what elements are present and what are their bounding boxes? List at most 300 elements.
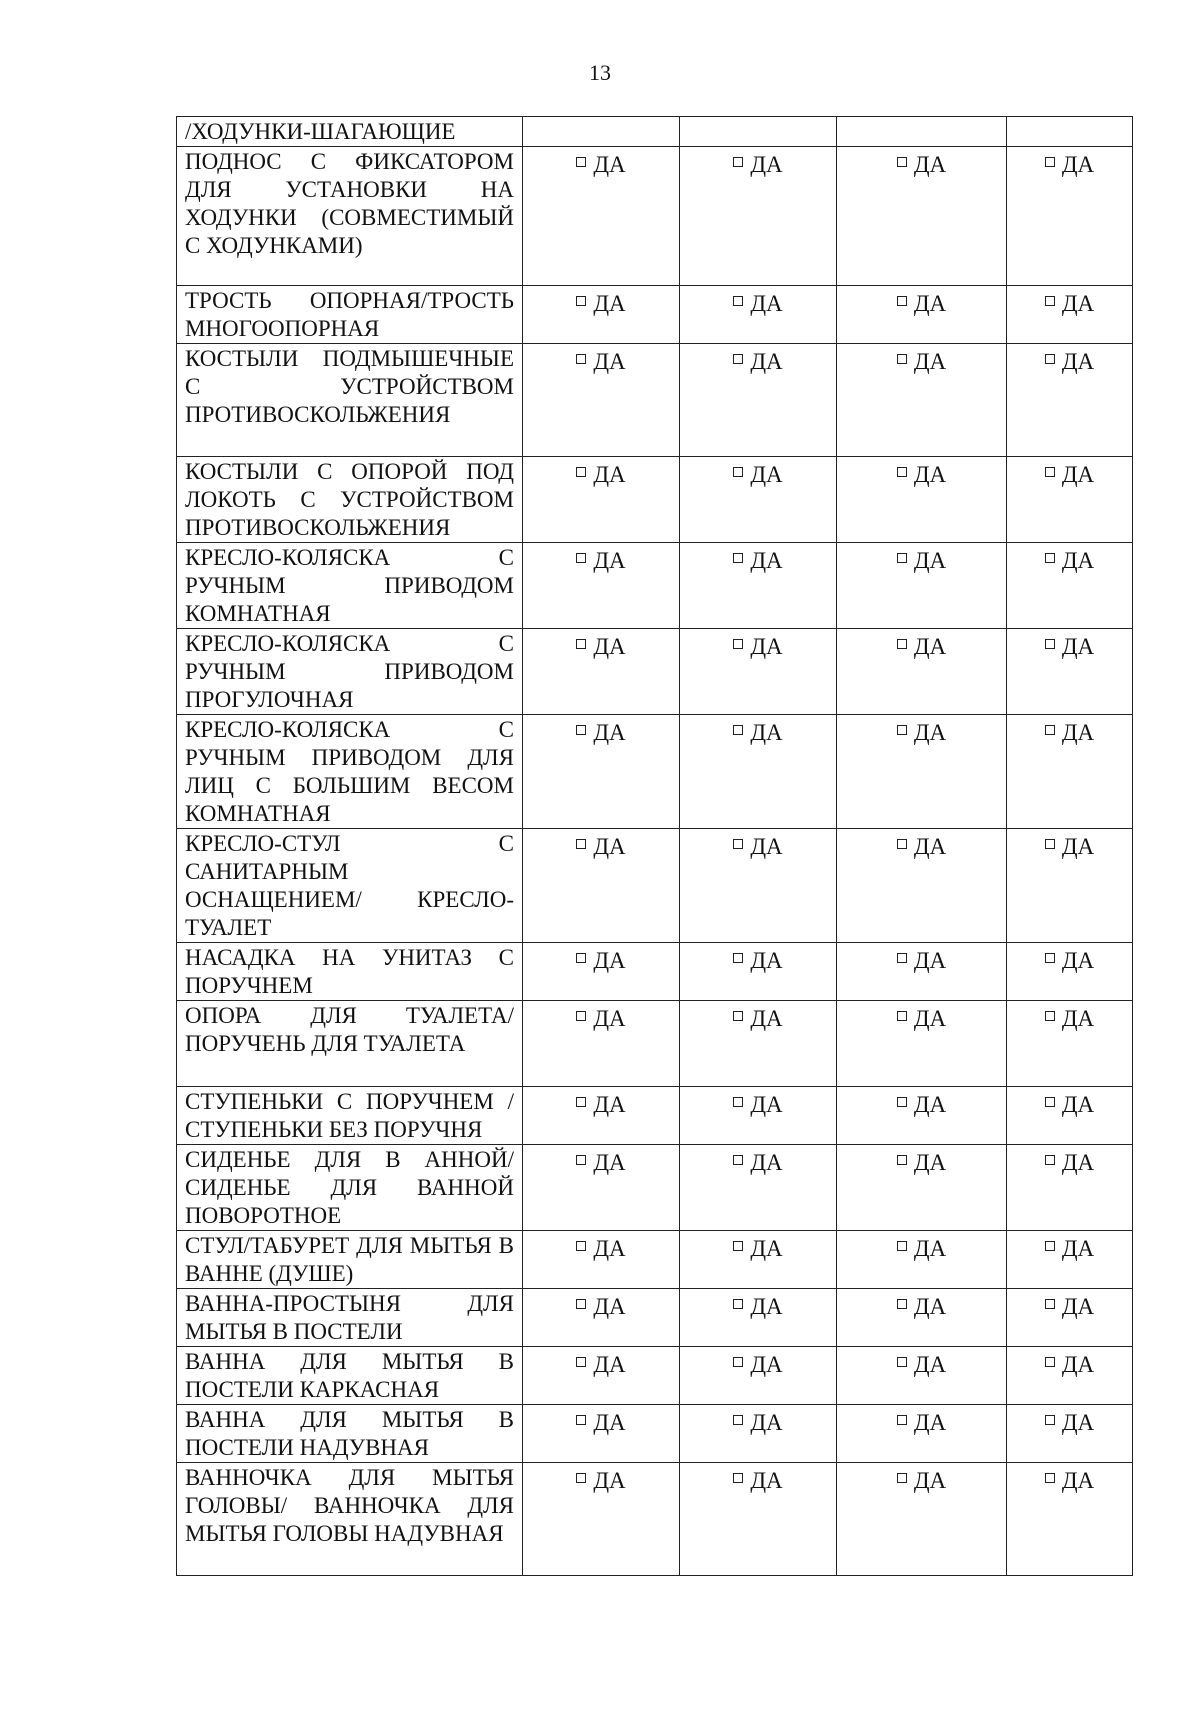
yes-option[interactable]: [837, 290, 1006, 318]
table-body: [177, 117, 1133, 1576]
yes-label: ДА: [1061, 1410, 1095, 1435]
checkbox-icon[interactable]: [576, 157, 586, 167]
checkbox-icon[interactable]: [576, 553, 586, 563]
yes-label: ДА: [750, 349, 783, 374]
item-name: КОСТЫЛИ ПОДМЫШЕЧНЫЕ С УСТРОЙСТВОМ ПРОТИВОСКОЛЬЖЕНИЯ: [185, 346, 514, 427]
table-row: [177, 543, 1133, 629]
item-name: КРЕСЛО-КОЛЯСКА С РУЧНЫМ ПРИВОДОМ ДЛЯ ЛИЦ С БОЛЬШИМ ВЕСОМ КОМНАТНАЯ: [185, 717, 514, 826]
table-row: [177, 1145, 1133, 1231]
checkbox-icon[interactable]: [1045, 157, 1055, 167]
option-cell: [837, 943, 1007, 1001]
checkbox-icon[interactable]: [733, 1299, 743, 1309]
yes-option[interactable]: [1007, 461, 1132, 489]
option-cell: [680, 629, 837, 715]
yes-label: ДА: [913, 462, 947, 487]
yes-option[interactable]: [680, 290, 836, 318]
checkbox-icon[interactable]: [733, 725, 743, 735]
item-name: ВАННА ДЛЯ МЫТЬЯ В ПОСТЕЛИ НАДУВНАЯ: [185, 1407, 514, 1460]
yes-label: ДА: [750, 720, 783, 745]
yes-label: ДА: [913, 1294, 947, 1319]
option-cell: [523, 1001, 680, 1087]
yes-label: ДА: [750, 1410, 783, 1435]
checkbox-icon[interactable]: [897, 1299, 907, 1309]
yes-label: ДА: [1061, 462, 1095, 487]
option-cell: [837, 1087, 1007, 1145]
option-cell: [837, 829, 1007, 943]
checkbox-icon[interactable]: [733, 639, 743, 649]
yes-label: ДА: [593, 720, 626, 745]
yes-label: ДА: [913, 1468, 947, 1493]
option-cell: [837, 147, 1007, 286]
yes-option[interactable]: [680, 1409, 836, 1437]
page-number: 13: [589, 60, 611, 85]
yes-label: ДА: [750, 1006, 783, 1031]
item-name: СИДЕНЬЕ ДЛЯ В АННОЙ/СИДЕНЬЕ ДЛЯ ВАННОЙ ПОВОРОТНОЕ: [185, 1147, 514, 1228]
yes-option[interactable]: [523, 833, 679, 861]
item-name-cell: [177, 715, 523, 829]
option-cell: [837, 1001, 1007, 1087]
checkbox-icon[interactable]: [1045, 839, 1055, 849]
option-cell: [523, 715, 680, 829]
yes-option[interactable]: [1007, 1091, 1132, 1119]
checkbox-icon[interactable]: [897, 1357, 907, 1367]
item-name: СТУПЕНЬКИ С ПОРУЧНЕМ /СТУПЕНЬКИ БЕЗ ПОРУЧНЯ: [185, 1089, 514, 1142]
checkbox-icon[interactable]: [576, 354, 586, 364]
yes-label: ДА: [750, 634, 783, 659]
item-name: ВАННА-ПРОСТЫНЯ ДЛЯ МЫТЬЯ В ПОСТЕЛИ: [185, 1291, 514, 1344]
option-cell: [680, 344, 837, 457]
option-cell: [1007, 715, 1133, 829]
item-name: КОСТЫЛИ С ОПОРОЙ ПОД ЛОКОТЬ С УСТРОЙСТВОМ ПРОТИВОСКОЛЬЖЕНИЯ: [185, 459, 514, 540]
checkbox-icon[interactable]: [897, 467, 907, 477]
yes-option[interactable]: [1007, 1235, 1132, 1263]
yes-label: ДА: [593, 634, 626, 659]
checkbox-icon[interactable]: [576, 953, 586, 963]
option-cell: [1007, 457, 1133, 543]
yes-option[interactable]: [837, 547, 1006, 575]
checkbox-icon[interactable]: [1045, 1097, 1055, 1107]
option-cell: [523, 829, 680, 943]
table-row: [177, 147, 1133, 286]
yes-label: ДА: [1061, 1236, 1095, 1261]
option-cell: [680, 543, 837, 629]
option-cell: [680, 1145, 837, 1231]
yes-option[interactable]: [680, 1351, 836, 1379]
option-cell: [837, 1289, 1007, 1347]
checkbox-icon[interactable]: [897, 296, 907, 306]
yes-option[interactable]: [1007, 947, 1132, 975]
yes-option[interactable]: [523, 461, 679, 489]
option-cell: [523, 1347, 680, 1405]
checkbox-icon[interactable]: [733, 296, 743, 306]
yes-option[interactable]: [523, 151, 679, 179]
checkbox-icon[interactable]: [733, 839, 743, 849]
yes-option[interactable]: [837, 1467, 1006, 1495]
checkbox-icon[interactable]: [576, 1155, 586, 1165]
yes-label: ДА: [1061, 548, 1095, 573]
option-cell: [837, 715, 1007, 829]
yes-label: ДА: [1061, 1150, 1095, 1175]
yes-option[interactable]: [837, 1149, 1006, 1177]
yes-option[interactable]: [523, 1091, 679, 1119]
yes-option[interactable]: [1007, 633, 1132, 661]
item-name-cell: [177, 344, 523, 457]
checkbox-icon[interactable]: [733, 1415, 743, 1425]
checkbox-icon[interactable]: [1045, 1357, 1055, 1367]
table-row: [177, 1001, 1133, 1087]
checkbox-icon[interactable]: [1045, 1155, 1055, 1165]
option-cell: [837, 1347, 1007, 1405]
checkbox-icon[interactable]: [576, 467, 586, 477]
checkbox-icon[interactable]: [897, 1241, 907, 1251]
yes-label: ДА: [913, 1092, 947, 1117]
yes-option[interactable]: [680, 1091, 836, 1119]
yes-option[interactable]: [837, 151, 1006, 179]
checkbox-icon[interactable]: [733, 1241, 743, 1251]
checkbox-icon[interactable]: [733, 354, 743, 364]
checkbox-icon[interactable]: [733, 1357, 743, 1367]
yes-label: ДА: [750, 1236, 783, 1261]
yes-option[interactable]: [680, 547, 836, 575]
yes-option[interactable]: [837, 1409, 1006, 1437]
yes-option[interactable]: [523, 290, 679, 318]
option-cell: [680, 286, 837, 344]
option-cell: [1007, 1463, 1133, 1576]
item-name: КРЕСЛО-КОЛЯСКА С РУЧНЫМ ПРИВОДОМ ПРОГУЛОЧНАЯ: [185, 631, 514, 712]
item-name-cell: [177, 286, 523, 344]
option-cell: [1007, 1087, 1133, 1145]
yes-option[interactable]: [837, 1091, 1006, 1119]
checkbox-icon[interactable]: [897, 953, 907, 963]
yes-label: ДА: [1061, 834, 1095, 859]
yes-label: ДА: [913, 948, 947, 973]
yes-option[interactable]: [1007, 1467, 1132, 1495]
yes-option[interactable]: [680, 1467, 836, 1495]
option-cell: [837, 286, 1007, 344]
option-cell: [1007, 147, 1133, 286]
yes-option[interactable]: [837, 1351, 1006, 1379]
yes-option[interactable]: [523, 1005, 679, 1033]
item-name: ВАННОЧКА ДЛЯ МЫТЬЯ ГОЛОВЫ/ ВАННОЧКА ДЛЯ МЫТЬЯ ГОЛОВЫ НАДУВНАЯ: [185, 1465, 514, 1546]
checkbox-icon[interactable]: [733, 157, 743, 167]
option-cell: [680, 1463, 837, 1576]
yes-option[interactable]: [523, 1467, 679, 1495]
yes-label: ДА: [913, 1236, 947, 1261]
option-cell: [1007, 1347, 1133, 1405]
option-cell: [1007, 344, 1133, 457]
yes-option[interactable]: [1007, 290, 1132, 318]
yes-option[interactable]: [523, 348, 679, 376]
checkbox-icon[interactable]: [733, 1097, 743, 1107]
checkbox-icon[interactable]: [576, 1299, 586, 1309]
option-cell: [523, 1405, 680, 1463]
option-cell: [1007, 1289, 1133, 1347]
yes-label: ДА: [593, 1006, 626, 1031]
yes-option[interactable]: [680, 1235, 836, 1263]
checkbox-icon[interactable]: [733, 953, 743, 963]
checkbox-icon[interactable]: [576, 1357, 586, 1367]
yes-option[interactable]: [523, 719, 679, 747]
checkbox-icon[interactable]: [733, 1155, 743, 1165]
checkbox-icon[interactable]: [733, 553, 743, 563]
checkbox-icon[interactable]: [576, 725, 586, 735]
checkbox-icon[interactable]: [576, 296, 586, 306]
option-cell: [680, 943, 837, 1001]
checkbox-icon[interactable]: [1045, 354, 1055, 364]
yes-option[interactable]: [1007, 1351, 1132, 1379]
item-name-cell: [177, 147, 523, 286]
yes-option[interactable]: [680, 633, 836, 661]
yes-option[interactable]: [680, 947, 836, 975]
yes-label: ДА: [913, 1150, 947, 1175]
yes-label: ДА: [593, 152, 626, 177]
yes-option[interactable]: [837, 1293, 1006, 1321]
item-name-cell: [177, 117, 523, 147]
yes-option[interactable]: [837, 1005, 1006, 1033]
option-cell: [680, 715, 837, 829]
yes-option[interactable]: [680, 348, 836, 376]
yes-label: ДА: [593, 834, 626, 859]
yes-option[interactable]: [837, 947, 1006, 975]
table-row: [177, 629, 1133, 715]
option-cell: [1007, 943, 1133, 1001]
checkbox-icon[interactable]: [1045, 1415, 1055, 1425]
yes-option[interactable]: [680, 719, 836, 747]
item-name: НАСАДКА НА УНИТАЗ С ПОРУЧНЕМ: [185, 945, 514, 998]
yes-label: ДА: [1061, 291, 1095, 316]
item-name-cell: [177, 829, 523, 943]
item-name: КРЕСЛО-КОЛЯСКА С РУЧНЫМ ПРИВОДОМ КОМНАТНАЯ: [185, 545, 514, 626]
option-cell: [837, 457, 1007, 543]
yes-label: ДА: [913, 634, 947, 659]
yes-label: ДА: [913, 1410, 947, 1435]
yes-label: ДА: [1061, 1352, 1095, 1377]
yes-label: ДА: [593, 1294, 626, 1319]
yes-option[interactable]: [523, 1149, 679, 1177]
option-cell: [837, 117, 1007, 147]
option-cell: [837, 629, 1007, 715]
yes-label: ДА: [750, 1092, 783, 1117]
option-cell: [1007, 1001, 1133, 1087]
option-cell: [1007, 629, 1133, 715]
yes-label: ДА: [913, 720, 947, 745]
option-cell: [523, 943, 680, 1001]
option-cell: [523, 1289, 680, 1347]
yes-option[interactable]: [1007, 1149, 1132, 1177]
yes-label: ДА: [593, 291, 626, 316]
checkbox-icon[interactable]: [576, 1097, 586, 1107]
yes-option[interactable]: [1007, 1005, 1132, 1033]
yes-label: ДА: [593, 1150, 626, 1175]
yes-option[interactable]: [680, 1149, 836, 1177]
yes-option[interactable]: [523, 1293, 679, 1321]
option-cell: [1007, 286, 1133, 344]
checkbox-icon[interactable]: [576, 639, 586, 649]
yes-option[interactable]: [523, 1235, 679, 1263]
checkbox-icon[interactable]: [576, 839, 586, 849]
yes-label: ДА: [750, 291, 783, 316]
checkbox-icon[interactable]: [576, 1415, 586, 1425]
checkbox-icon[interactable]: [897, 157, 907, 167]
yes-label: ДА: [913, 1006, 947, 1031]
yes-option[interactable]: [1007, 348, 1132, 376]
item-name-cell: [177, 1405, 523, 1463]
table-row: [177, 286, 1133, 344]
option-cell: [680, 147, 837, 286]
checkbox-icon[interactable]: [897, 1473, 907, 1483]
yes-option[interactable]: [523, 1409, 679, 1437]
yes-option[interactable]: [837, 348, 1006, 376]
yes-label: ДА: [593, 349, 626, 374]
table-row: [177, 829, 1133, 943]
item-name-cell: [177, 1087, 523, 1145]
yes-option[interactable]: [1007, 719, 1132, 747]
yes-option[interactable]: [837, 719, 1006, 747]
option-cell: [523, 543, 680, 629]
yes-label: ДА: [750, 1468, 783, 1493]
yes-option[interactable]: [680, 833, 836, 861]
option-cell: [680, 1289, 837, 1347]
table-row: [177, 344, 1133, 457]
yes-option[interactable]: [1007, 1409, 1132, 1437]
table-row: [177, 1463, 1133, 1576]
yes-option[interactable]: [1007, 1293, 1132, 1321]
table-row: [177, 715, 1133, 829]
option-cell: [680, 1347, 837, 1405]
yes-label: ДА: [1061, 1006, 1095, 1031]
yes-label: ДА: [1061, 1294, 1095, 1319]
item-name-cell: [177, 1347, 523, 1405]
checkbox-icon[interactable]: [897, 553, 907, 563]
option-cell: [837, 1145, 1007, 1231]
checkbox-icon[interactable]: [897, 725, 907, 735]
item-name-cell: [177, 1463, 523, 1576]
checkbox-icon[interactable]: [897, 839, 907, 849]
option-cell: [837, 1463, 1007, 1576]
yes-option[interactable]: [523, 633, 679, 661]
yes-option[interactable]: [837, 833, 1006, 861]
checkbox-icon[interactable]: [1045, 296, 1055, 306]
checkbox-icon[interactable]: [1045, 1011, 1055, 1021]
checkbox-icon[interactable]: [1045, 725, 1055, 735]
yes-label: ДА: [1061, 152, 1095, 177]
option-cell: [523, 286, 680, 344]
option-cell: [1007, 829, 1133, 943]
yes-option[interactable]: [837, 461, 1006, 489]
checkbox-icon[interactable]: [897, 1097, 907, 1107]
yes-option[interactable]: [523, 547, 679, 575]
checkbox-icon[interactable]: [1045, 639, 1055, 649]
checkbox-icon[interactable]: [733, 467, 743, 477]
yes-label: ДА: [750, 834, 783, 859]
checkbox-icon[interactable]: [897, 1415, 907, 1425]
yes-label: ДА: [750, 152, 783, 177]
equipment-table: [176, 116, 1133, 1576]
checkbox-icon[interactable]: [1045, 953, 1055, 963]
yes-label: ДА: [593, 1468, 626, 1493]
option-cell: [523, 457, 680, 543]
yes-label: ДА: [750, 548, 783, 573]
yes-label: ДА: [593, 1236, 626, 1261]
checkbox-icon[interactable]: [733, 1473, 743, 1483]
item-name: ВАННА ДЛЯ МЫТЬЯ В ПОСТЕЛИ КАРКАСНАЯ: [185, 1349, 514, 1402]
option-cell: [523, 344, 680, 457]
yes-label: ДА: [1061, 1468, 1095, 1493]
item-name-cell: [177, 1289, 523, 1347]
checkbox-icon[interactable]: [733, 1011, 743, 1021]
option-cell: [837, 1405, 1007, 1463]
item-name: ПОДНОС С ФИКСАТОРОМ ДЛЯ УСТАНОВКИ НА ХОДУНКИ (СОВМЕСТИМЫЙ С ХОДУНКАМИ): [185, 149, 514, 258]
checkbox-icon[interactable]: [576, 1011, 586, 1021]
option-cell: [523, 1087, 680, 1145]
yes-label: ДА: [913, 349, 947, 374]
checkbox-icon[interactable]: [897, 354, 907, 364]
option-cell: [1007, 117, 1133, 147]
yes-option[interactable]: [837, 633, 1006, 661]
yes-label: ДА: [593, 1092, 626, 1117]
item-name-cell: [177, 629, 523, 715]
checkbox-icon[interactable]: [1045, 467, 1055, 477]
checkbox-icon[interactable]: [576, 1241, 586, 1251]
option-cell: [680, 1231, 837, 1289]
checkbox-icon[interactable]: [897, 639, 907, 649]
checkbox-icon[interactable]: [897, 1155, 907, 1165]
option-cell: [680, 457, 837, 543]
option-cell: [1007, 543, 1133, 629]
yes-label: ДА: [1061, 1092, 1095, 1117]
table-row: [177, 1087, 1133, 1145]
yes-option[interactable]: [523, 947, 679, 975]
yes-option[interactable]: [1007, 151, 1132, 179]
yes-label: ДА: [1061, 634, 1095, 659]
table-row: [177, 1231, 1133, 1289]
yes-option[interactable]: [837, 1235, 1006, 1263]
option-cell: [523, 1463, 680, 1576]
option-cell: [680, 1405, 837, 1463]
table-row: [177, 457, 1133, 543]
yes-label: ДА: [750, 1150, 783, 1175]
yes-label: ДА: [913, 1352, 947, 1377]
yes-label: ДА: [913, 152, 947, 177]
option-cell: [523, 147, 680, 286]
yes-label: ДА: [750, 1352, 783, 1377]
yes-option[interactable]: [680, 1005, 836, 1033]
yes-label: ДА: [1061, 349, 1095, 374]
option-cell: [680, 1001, 837, 1087]
checkbox-icon[interactable]: [1045, 553, 1055, 563]
checkbox-icon[interactable]: [1045, 1299, 1055, 1309]
checkbox-icon[interactable]: [1045, 1241, 1055, 1251]
item-name: СТУЛ/ТАБУРЕТ ДЛЯ МЫТЬЯ В ВАННЕ (ДУШЕ): [185, 1233, 514, 1286]
yes-option[interactable]: [680, 151, 836, 179]
item-name: КРЕСЛО-СТУЛ С САНИТАРНЫМ ОСНАЩЕНИЕМ/ КРЕСЛО-ТУАЛЕТ: [185, 831, 514, 940]
yes-option[interactable]: [523, 1351, 679, 1379]
item-name: /ХОДУНКИ-ШАГАЮЩИЕ: [185, 119, 456, 144]
checkbox-icon[interactable]: [1045, 1473, 1055, 1483]
yes-option[interactable]: [680, 1293, 836, 1321]
yes-option[interactable]: [1007, 547, 1132, 575]
checkbox-icon[interactable]: [576, 1473, 586, 1483]
yes-label: ДА: [593, 948, 626, 973]
yes-option[interactable]: [1007, 833, 1132, 861]
item-name-cell: [177, 1001, 523, 1087]
yes-label: ДА: [593, 1352, 626, 1377]
yes-option[interactable]: [680, 461, 836, 489]
item-name-cell: [177, 457, 523, 543]
item-name-cell: [177, 1145, 523, 1231]
option-cell: [680, 829, 837, 943]
checkbox-icon[interactable]: [897, 1011, 907, 1021]
